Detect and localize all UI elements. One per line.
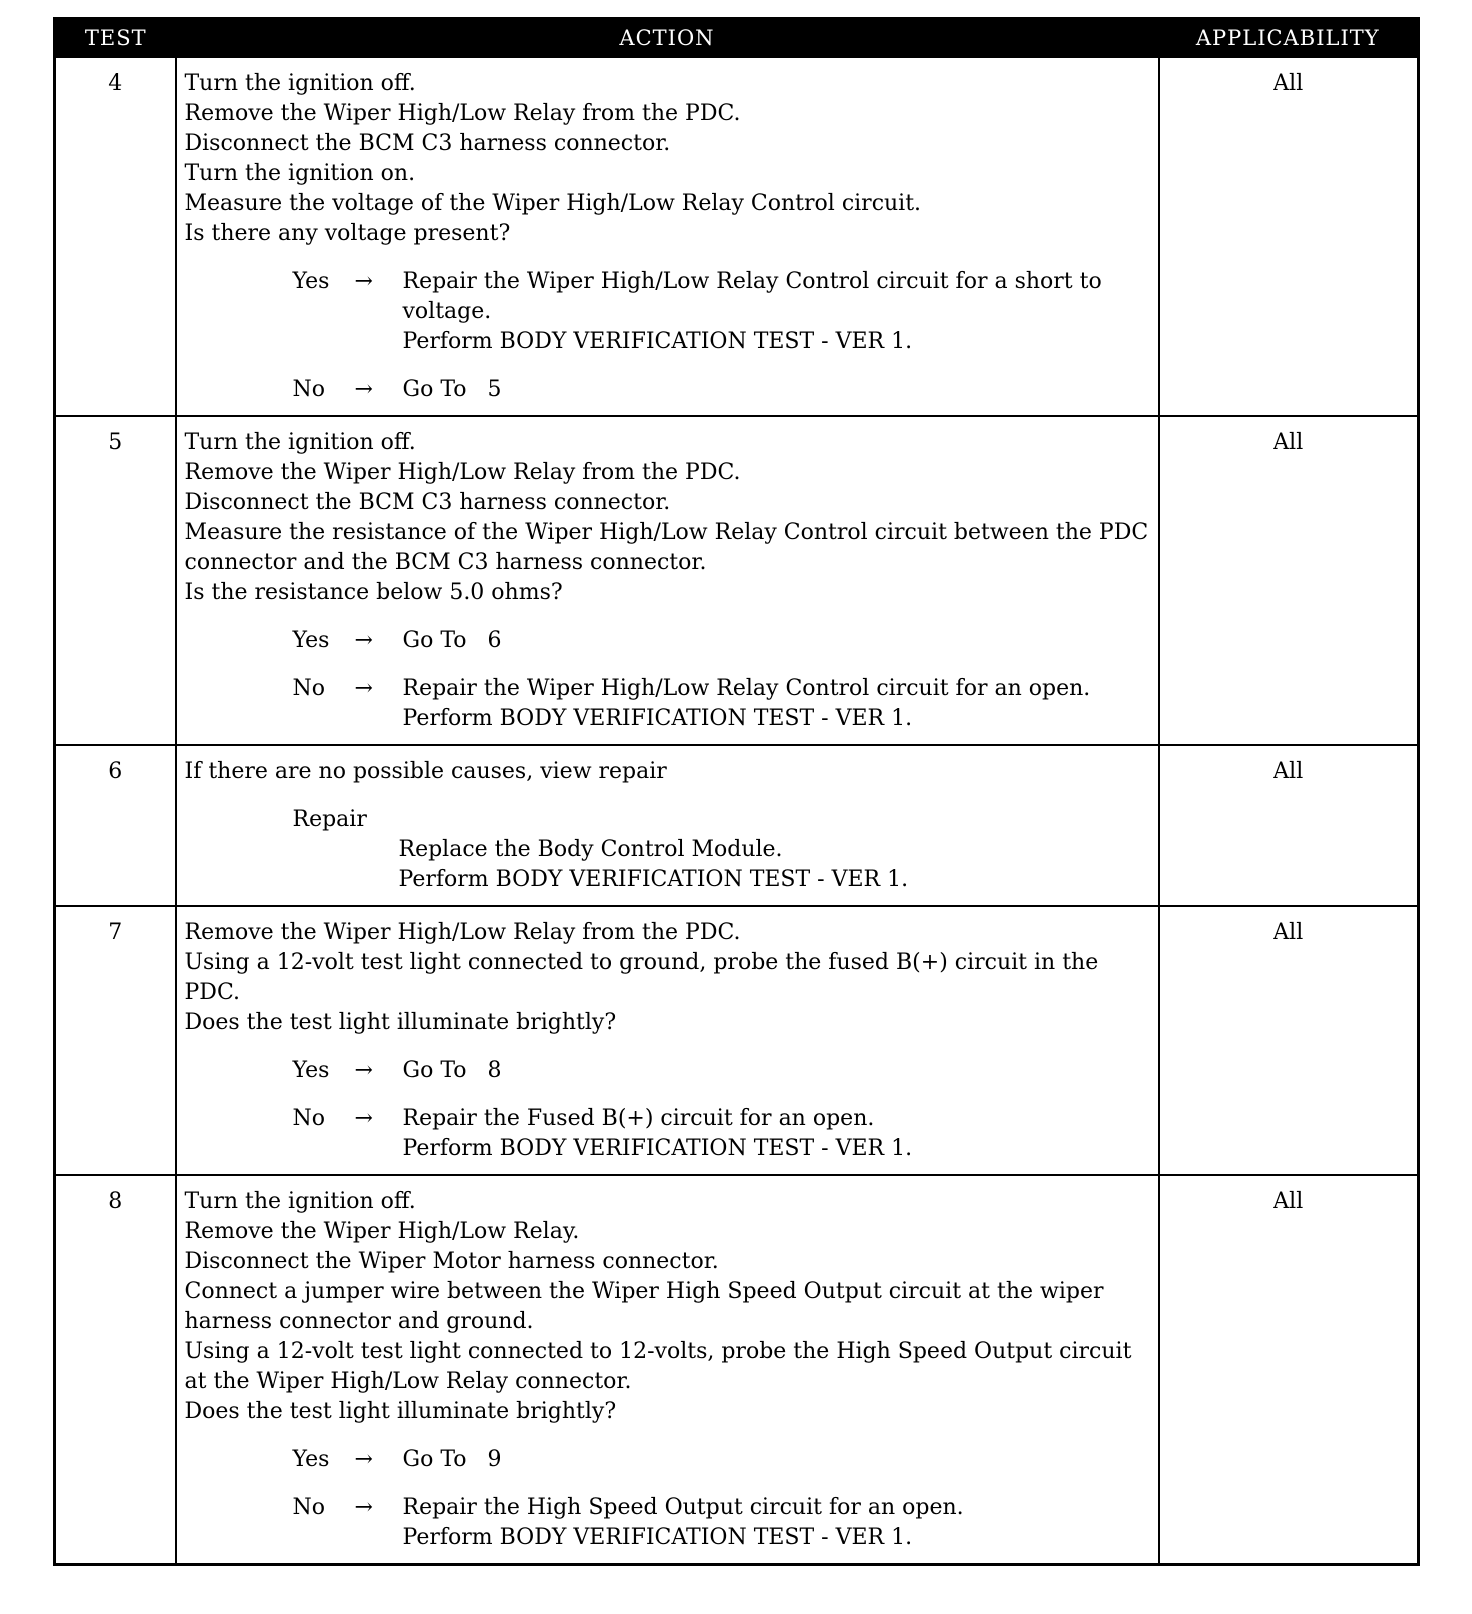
action-step: If there are no possible causes, view repair [184,759,667,784]
action-step: Turn the ignition off. [184,430,416,455]
action-step: Measure the voltage of the Wiper High/Low Relay Control circuit. [184,191,922,216]
action-step: Is the resistance below 5.0 ohms? [184,580,563,605]
no-instructions [403,674,1152,734]
yes-label: Yes [292,1447,330,1472]
action-cell [176,57,1159,416]
test-number: 7 [55,906,176,1175]
table-header-row [55,19,1419,58]
header-test: TEST [55,19,176,58]
table-row [55,745,1419,906]
applicability-cell: All [1159,57,1419,416]
no-result [185,1104,1152,1164]
result-line: Go To 9 [402,1447,502,1472]
action-step: Connect a jumper wire between the Wiper High Speed Output circuit at the wiper harness connector and ground. [184,1279,1104,1334]
action-step: Is there any voltage present? [184,221,511,246]
arrow-right-icon: → [354,1058,373,1083]
no-instructions [403,1493,1152,1553]
applicability-cell: All [1159,745,1419,906]
no-result [185,375,1152,405]
action-step: Turn the ignition on. [184,161,416,186]
result-line: Go To 5 [402,377,502,402]
action-cell [176,906,1159,1175]
result-line: Perform BODY VERIFICATION TEST - VER 1. [402,706,913,731]
table-row [55,1175,1419,1565]
yes-result [185,267,1152,357]
result-line: Repair the Wiper High/Low Relay Control circuit for an open. [402,676,1091,701]
arrow-right-icon: → [354,1106,373,1131]
result-line: Go To 6 [402,628,502,653]
no-result [185,674,1152,734]
applicability-cell: All [1159,416,1419,745]
yes-instructions [403,267,1152,357]
action-step: Disconnect the BCM C3 harness connector. [184,131,671,156]
no-instructions [403,1104,1152,1164]
repair-line: Replace the Body Control Module. [398,837,783,862]
result-line: Perform BODY VERIFICATION TEST - VER 1. [402,329,913,354]
no-label: No [292,1106,325,1131]
yes-instructions [403,1056,1152,1086]
test-number: 6 [55,745,176,906]
action-cell [176,416,1159,745]
yes-result [185,1445,1152,1475]
action-step: Measure the resistance of the Wiper High/Low Relay Control circuit between the PDC connector and the BCM C3 harness connector. [184,520,1149,575]
action-step: Remove the Wiper High/Low Relay from the PDC. [184,920,741,945]
action-cell [176,745,1159,906]
repair-line: Perform BODY VERIFICATION TEST - VER 1. [398,867,909,892]
result-line: Repair the High Speed Output circuit for an open. [402,1495,964,1520]
action-step: Using a 12-volt test light connected to ground, probe the fused B(+) circuit in the PDC. [184,950,1099,1005]
action-step: Remove the Wiper High/Low Relay from the PDC. [184,101,741,126]
diagnostic-test-table [53,17,1420,1566]
action-step: Disconnect the Wiper Motor harness connector. [184,1249,719,1274]
applicability-cell: All [1159,906,1419,1175]
yes-result [185,1056,1152,1086]
action-step: Turn the ignition off. [184,71,416,96]
no-instructions [403,375,1152,405]
yes-instructions [403,1445,1152,1475]
result-line: Repair the Fused B(+) circuit for an open. [402,1106,875,1131]
no-result [185,1493,1152,1553]
no-label: No [292,676,325,701]
arrow-right-icon: → [354,377,373,402]
yes-label: Yes [292,628,330,653]
arrow-right-icon: → [354,269,373,294]
arrow-right-icon: → [354,1447,373,1472]
action-step: Disconnect the BCM C3 harness connector. [184,490,671,515]
action-step: Remove the Wiper High/Low Relay from the PDC. [184,460,741,485]
arrow-right-icon: → [354,676,373,701]
arrow-right-icon: → [354,1495,373,1520]
yes-label: Yes [292,269,330,294]
action-cell [176,1175,1159,1565]
table-row [55,906,1419,1175]
yes-instructions [403,626,1152,656]
yes-result [185,626,1152,656]
repair-block [185,805,1152,895]
yes-label: Yes [292,1058,330,1083]
result-line: Perform BODY VERIFICATION TEST - VER 1. [402,1136,913,1161]
action-step: Remove the Wiper High/Low Relay. [184,1219,580,1244]
no-label: No [292,1495,325,1520]
repair-label: Repair [292,807,367,832]
action-step: Using a 12-volt test light connected to 12-volts, probe the High Speed Output circuit at the Wiper High/Low Relay connector. [184,1339,1132,1394]
arrow-right-icon: → [354,628,373,653]
result-line: Go To 8 [402,1058,502,1083]
test-number: 4 [55,57,176,416]
result-line: Repair the Wiper High/Low Relay Control circuit for a short to voltage. [402,269,1109,324]
test-number: 8 [55,1175,176,1565]
header-action: ACTION [176,19,1159,58]
no-label: No [292,377,325,402]
header-applicability: APPLICABILITY [1159,19,1419,58]
result-line: Perform BODY VERIFICATION TEST - VER 1. [402,1525,913,1550]
test-number: 5 [55,416,176,745]
action-step: Does the test light illuminate brightly? [184,1010,617,1035]
applicability-cell: All [1159,1175,1419,1565]
table-row [55,416,1419,745]
action-step: Turn the ignition off. [184,1189,416,1214]
action-step: Does the test light illuminate brightly? [184,1399,617,1424]
table-row [55,57,1419,416]
